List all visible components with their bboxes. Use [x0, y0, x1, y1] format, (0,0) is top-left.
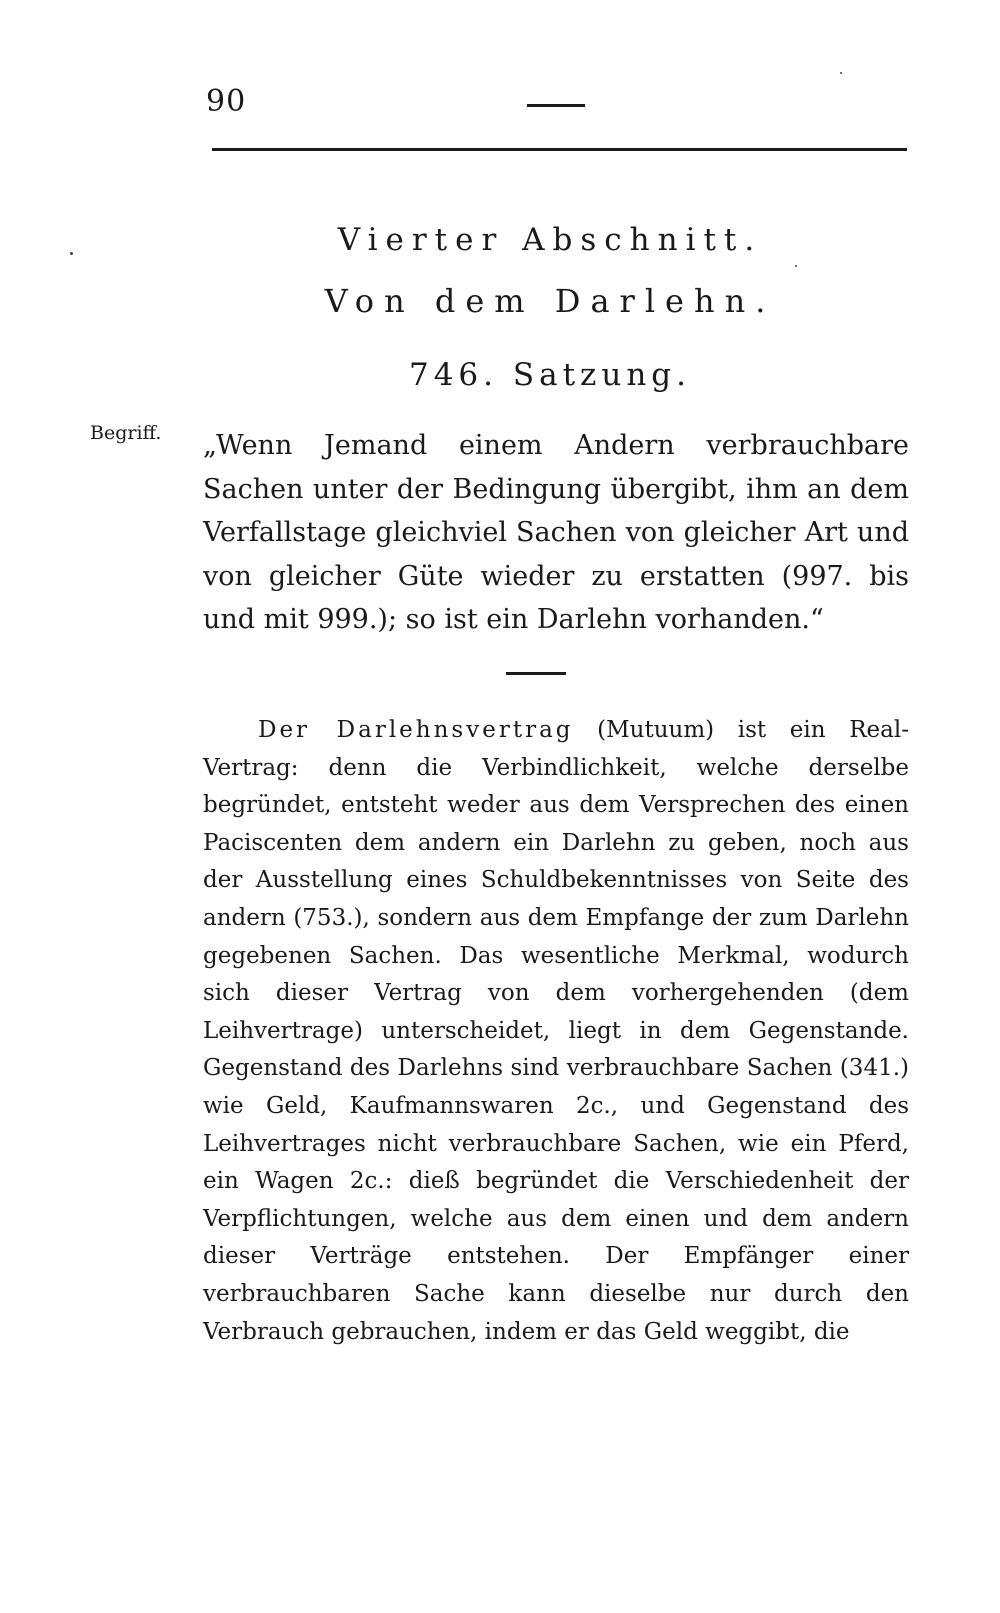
header-dash: [527, 104, 585, 107]
body-paragraph: [203, 712, 909, 1351]
page-number: 90: [206, 84, 247, 119]
header-rule: [212, 148, 907, 151]
paragraph-heading: 746. Satzung.: [408, 357, 691, 393]
definition-paragraph: „Wenn Jemand einem Andern verbrauchbare Sachen unter der Bedingung übergibt, ihm an dem Verfallstage gleichviel Sachen von gleicher Art und von gleicher Güte wieder zu erstatten (997. bis und mit 999.); so ist ein Darlehn vorhanden.“: [203, 430, 909, 635]
margin-note: Begriff.: [90, 422, 162, 444]
paper-speck: [840, 72, 842, 74]
body-text: (Mutuum) ist ein Real-Vertrag: denn die Verbindlichkeit, welche derselbe begründet, entsteht weder aus dem Versprechen des einen Paciscenten dem andern ein Darlehn zu geben, noch aus der Ausstellung eines Schuldbekenntnisses von Seite des andern (753.), sondern aus dem Empfange der zum Darlehn gegebenen Sachen. Das wesentliche Merkmal, wodurch sich dieser Vertrag von dem vorhergehenden (dem Leihvertrage) unterscheidet, liegt in dem Gegenstande. Gegenstand des Darlehns sind verbrauchbare Sachen (341.) wie Geld, Kaufmannswaren 2c., und Gegenstand des Leihvertrages nicht verbrauchbare Sachen, wie ein Pferd, ein Wagen 2c.: dieß begründet die Verschiedenheit der Verpflichtungen, welche aus dem einen und dem andern dieser Verträge entstehen. Der Empfänger einer verbrauchbaren Sache kann dieselbe nur durch den Verbrauch gebrauchen, indem er das Geld weggibt, die: [203, 717, 909, 1345]
paper-speck: [70, 252, 73, 255]
body-lead-term: Der Darlehnsvertrag: [258, 717, 574, 743]
paper-speck: [795, 265, 797, 267]
separator-rule: [506, 672, 566, 675]
chapter-title: Von dem Darlehn.: [324, 282, 776, 320]
section-heading: Vierter Abschnitt.: [337, 222, 763, 258]
